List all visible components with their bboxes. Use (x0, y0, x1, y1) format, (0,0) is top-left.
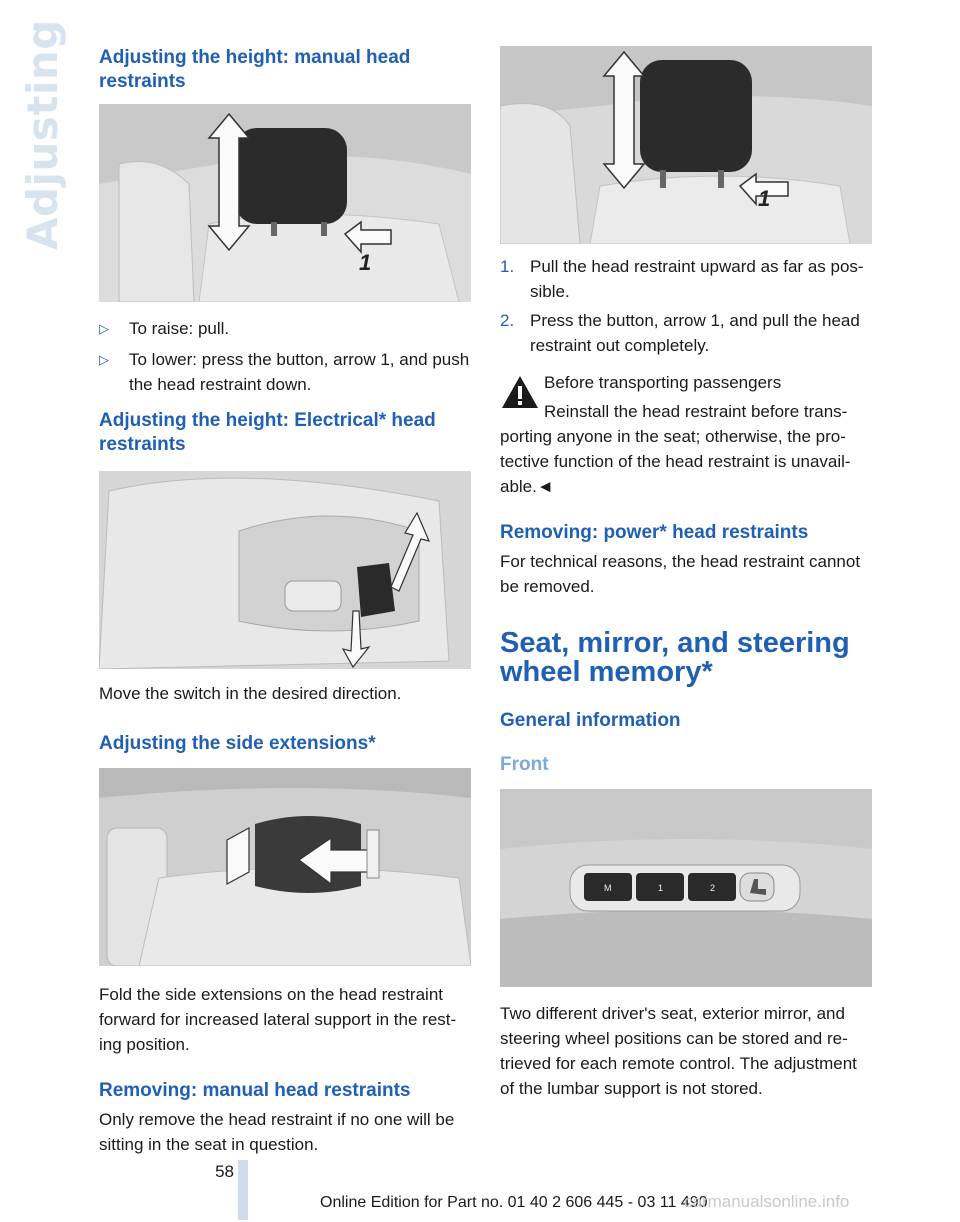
list-item: ▷ To raise: pull. (99, 316, 471, 341)
left-column (99, 46, 471, 1157)
section-side-tab (18, 19, 68, 250)
arrow-label-1: 1 (359, 250, 372, 275)
list-item: ▷ To lower: press the button, arrow 1, and push the head restraint down. (99, 347, 471, 397)
figure-removing-head-restraint (500, 46, 872, 244)
step-number: 1. (500, 257, 515, 276)
paragraph-two-positions: Two different driver's seat, exterior mirror, and steering wheel positions can be stored and re-trieved for each remote control. The adjustment of the lumbar support is not stored. (500, 1004, 857, 1098)
bullet-marker: ▷ (99, 321, 109, 336)
page-number: 58 (215, 1162, 234, 1181)
watermark: carmanualsonline.info (684, 1192, 850, 1211)
warning-title: Before transporting passengers (544, 373, 782, 392)
heading-front: Front (500, 754, 549, 775)
heading-electrical-height: Adjusting the height: Electrical* head restraints (99, 410, 436, 455)
figure-memory-buttons (500, 789, 872, 987)
removal-steps (500, 254, 872, 358)
arrow-label-1: 1 (758, 186, 771, 211)
heading-manual-height: Adjusting the height: manual head restraints (99, 47, 411, 92)
right-column (500, 46, 872, 1101)
section-side-tab-label: Adjusting (18, 19, 67, 250)
figure-manual-head-restraint (99, 104, 471, 302)
raise-lower-list (99, 316, 471, 397)
warning-line: Reinstall the head restraint before trans- (544, 402, 848, 421)
memory-button-2: 2 (710, 883, 716, 893)
heading-memory: Seat, mirror, and steering wheel memory* (500, 627, 850, 688)
paragraph-only-remove: Only remove the head restraint if no one will be sitting in the seat in question. (99, 1110, 455, 1154)
list-item: 1. Pull the head restraint upward as far as pos-sible. (500, 254, 872, 304)
paragraph-move-switch: Move the switch in the desired direction. (99, 684, 402, 703)
bullet-marker: ▷ (99, 352, 109, 367)
figure-electrical-switch (99, 471, 471, 669)
list-item: 2. Press the button, arrow 1, and pull the head restraint out completely. (500, 308, 872, 358)
paragraph-technical: For technical reasons, the head restraint cannot be removed. (500, 552, 861, 596)
footer-accent-bar (238, 1160, 248, 1220)
warning-triangle-icon (500, 374, 540, 410)
memory-button-m: M (604, 883, 612, 893)
heading-removing-power: Removing: power* head restraints (500, 522, 809, 543)
warning-body: porting anyone in the seat; otherwise, the pro-tective function of the head restraint is unavail-able.◄ (500, 427, 851, 496)
figure-side-extensions (99, 768, 471, 966)
heading-side-extensions: Adjusting the side extensions* (99, 733, 376, 754)
warning-block (500, 370, 872, 499)
heading-general-information: General information (500, 710, 681, 731)
heading-removing-manual: Removing: manual head restraints (99, 1080, 411, 1101)
paragraph-fold-extensions: Fold the side extensions on the head restraint forward for increased lateral support in the rest-ing position. (99, 985, 457, 1054)
step-number: 2. (500, 311, 515, 330)
footer-edition: Online Edition for Part no. 01 40 2 606 445 - 03 11 490 (320, 1194, 708, 1211)
memory-button-1: 1 (658, 883, 664, 893)
